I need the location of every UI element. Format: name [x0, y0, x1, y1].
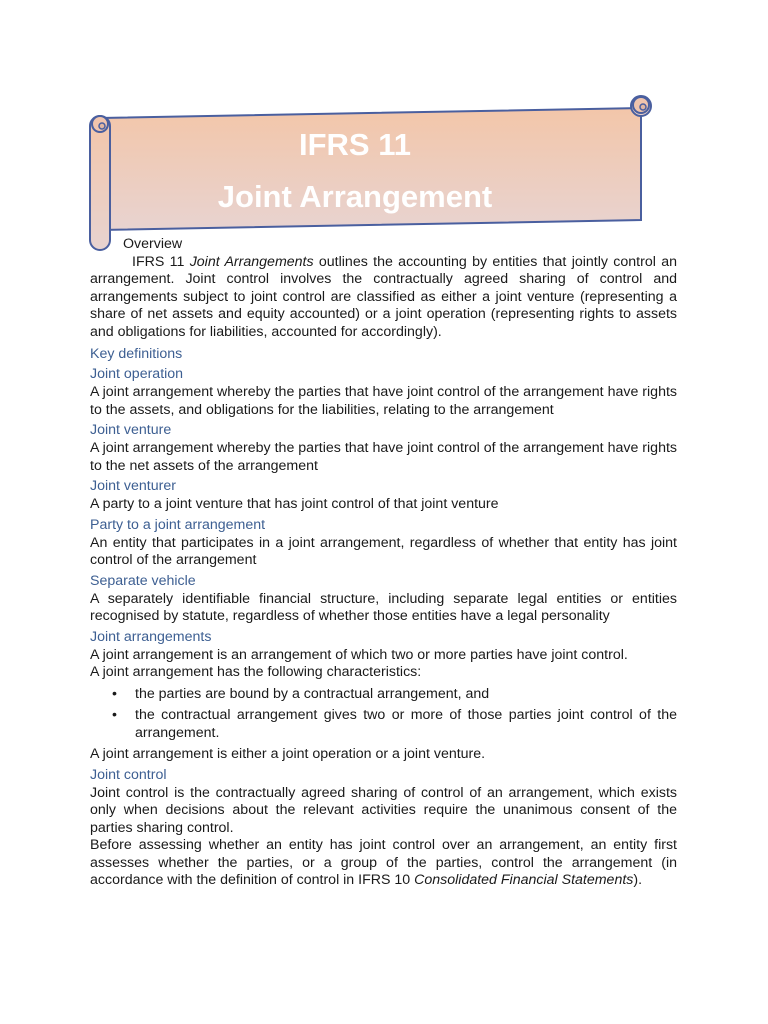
title-line-1: IFRS 11	[299, 127, 411, 162]
joint-control-heading: Joint control	[90, 766, 167, 783]
definition-separate-vehicle: A separately identifiable financial structure, including separate legal entities or entities recognised by statute, regardless of whether those entities have a legal personality	[90, 590, 677, 624]
joint-control-p2-lead: Before assessing whether an entity has joint control over an arrangement, an entity first assesses whether the parties, or a group of the parties, control the arrangement (in accordance with the definition of control in IFRS 10	[90, 837, 677, 888]
overview-paragraph	[90, 254, 677, 342]
term-party-to-joint-arrangement: Party to a joint arrangement	[90, 516, 266, 533]
term-joint-venture: Joint venture	[90, 422, 172, 438]
overview-lead: IFRS 11	[132, 253, 190, 270]
list-item-text: the contractual arrangement gives two or more of those parties joint control of the arrangement.	[135, 707, 677, 741]
definition-joint-operation: A joint arrangement whereby the parties that have joint control of the arrangement have rights to the assets, and obligations for the liabilities, relating to the arrangement	[90, 384, 677, 418]
overview-text: outlines the accounting by entities that jointly control an arrangement. Joint control involves the contractually agreed sharing of control and arrangements subject to joint control are classified as either a joint venture (representing a share of net assets and equity accounted) or a joint operation (representing rights to assets and obligations for liabilities, accounted for accordingly).	[90, 253, 677, 340]
title-scroll-banner	[86, 92, 658, 254]
term-joint-operation: Joint operation	[90, 366, 184, 382]
key-definitions-heading: Key definitions	[90, 346, 183, 362]
bullet-icon: •	[112, 685, 117, 702]
definition-joint-venturer: A party to a joint venture that has joint control of that joint venture	[90, 496, 499, 512]
joint-arrangements-line-2: A joint arrangement has the following characteristics:	[90, 664, 422, 680]
characteristics-list	[90, 686, 677, 743]
joint-arrangements-closing: A joint arrangement is either a joint operation or a joint venture.	[90, 746, 486, 762]
overview-label: Overview	[123, 236, 183, 252]
list-item-text: the parties are bound by a contractual arrangement, and	[135, 685, 490, 702]
joint-control-p2-end: ).	[633, 872, 643, 888]
ifrs10-title: Consolidated Financial Statements	[414, 872, 634, 888]
list-item	[90, 707, 677, 742]
joint-control-paragraph-2	[90, 837, 677, 890]
overview-standard-name: Joint Arrangements	[189, 253, 314, 270]
term-separate-vehicle: Separate vehicle	[90, 572, 196, 589]
joint-control-paragraph-1: Joint control is the contractually agreed sharing of control of an arrangement, which exists only when decisions about the relevant activities require the unanimous consent of the parties sharing control.	[90, 784, 677, 836]
title-line-2: Joint Arrangement	[217, 179, 493, 214]
document-body	[90, 236, 677, 890]
document-title	[110, 119, 600, 223]
definition-party-to-joint-arrangement: An entity that participates in a joint arrangement, regardless of whether that entity has joint control of the arrangement	[90, 534, 677, 568]
joint-arrangements-line-1: A joint arrangement is an arrangement of which two or more parties have joint control.	[90, 646, 628, 663]
term-joint-venturer: Joint venturer	[90, 478, 176, 494]
definition-joint-venture: A joint arrangement whereby the parties that have joint control of the arrangement have rights to the net assets of the arrangement	[90, 440, 677, 474]
list-item	[90, 686, 677, 704]
joint-arrangements-heading: Joint arrangements	[90, 628, 212, 645]
bullet-icon: •	[112, 707, 117, 723]
